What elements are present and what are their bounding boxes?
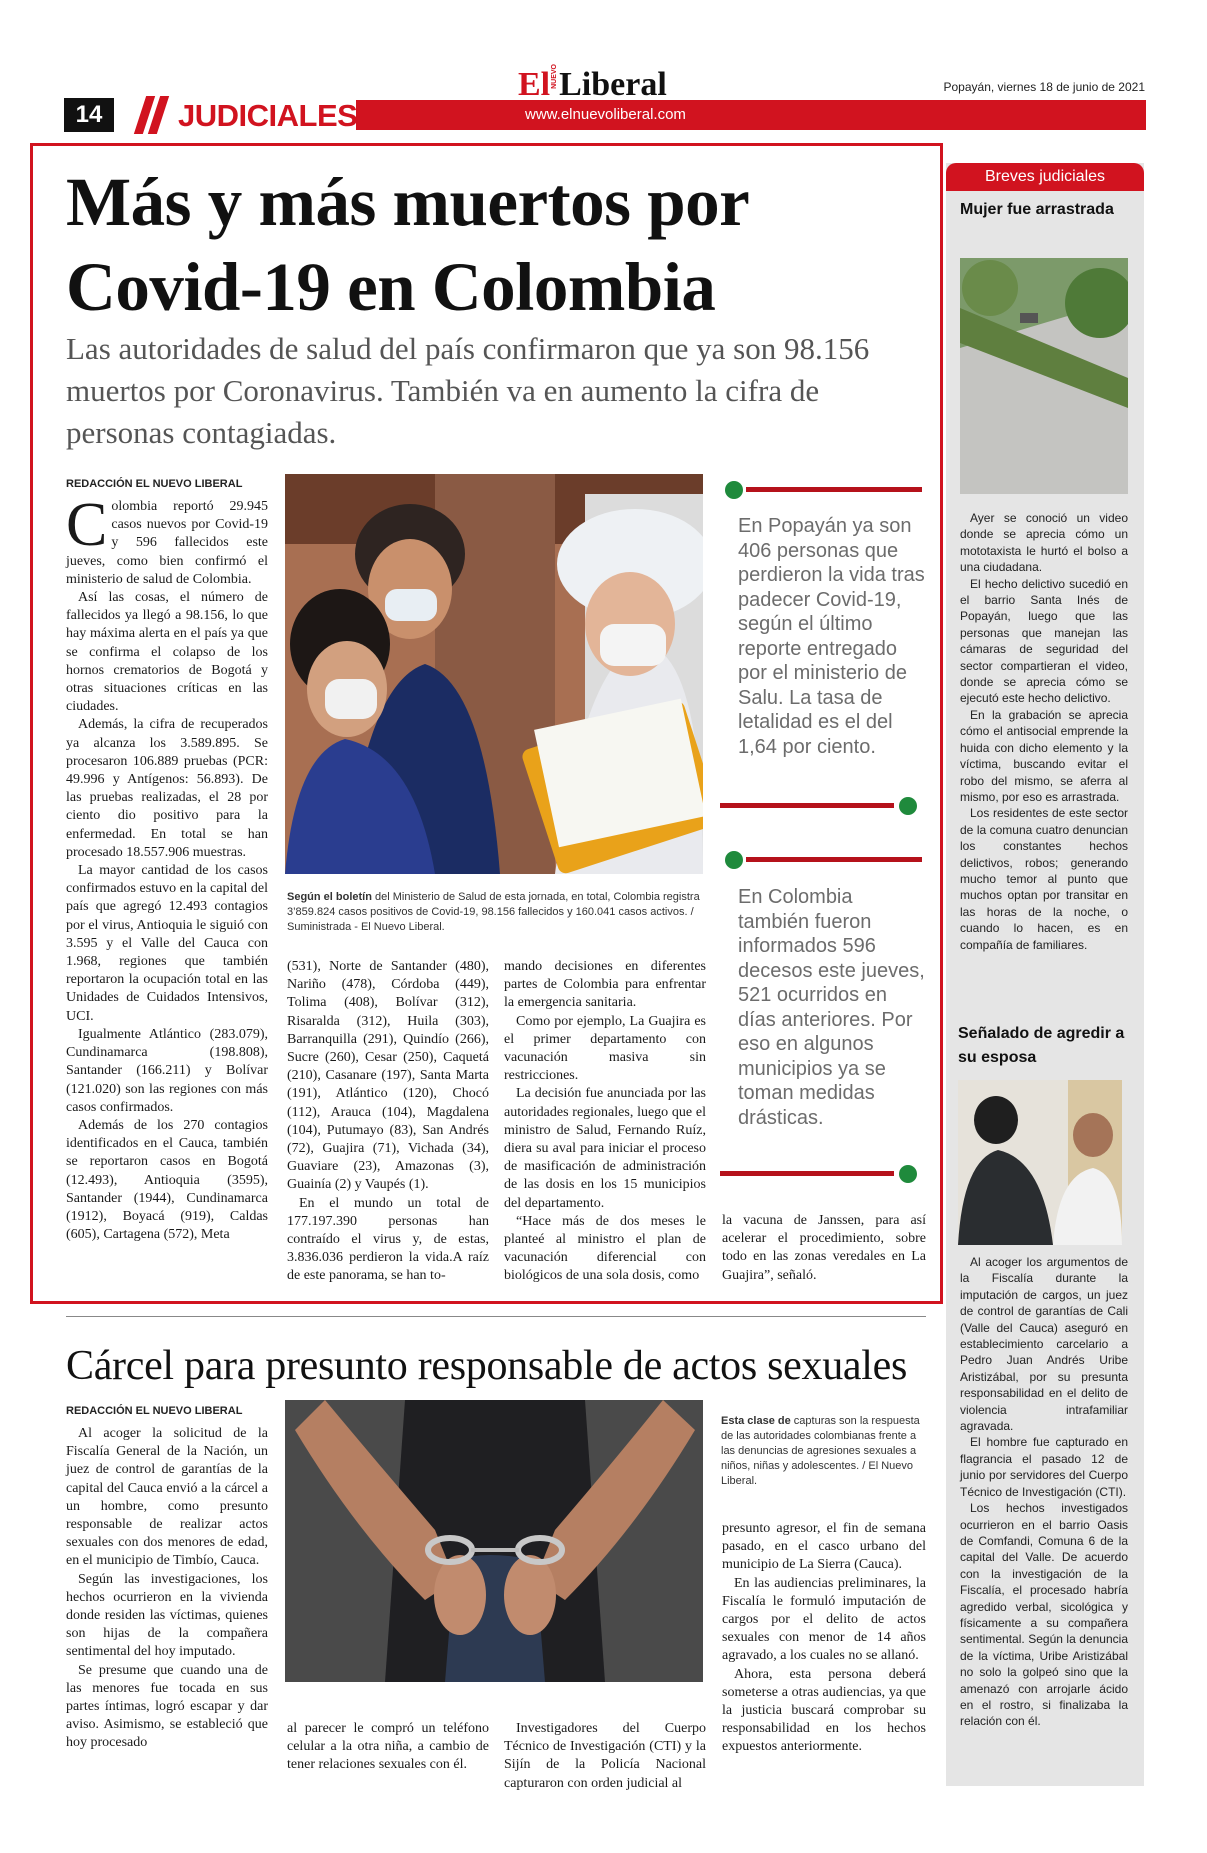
paragraph: Investigadores del Cuerpo Técnico de Investigación (CTI) y la Sijín de la Policía Nacional capturaron con orden judicial al	[504, 1721, 706, 1791]
headline-line: Covid-19 en Colombia	[66, 249, 716, 325]
article-column-2	[287, 958, 489, 1286]
headline-line: Más y más muertos por	[66, 164, 750, 240]
paragraph: presunto agresor, el fin de semana pasado, en el casco urbano del municipio de La Sierra (Cauca).	[722, 1521, 926, 1573]
paragraph: Al acoger la solicitud de la Fiscalía General de la Nación, un juez de control de garantías de la capital del Cauca envió a la cárcel a un hombre, como presunto responsable de realizar actos sexuales con dos menores de edad, en el municipio de Timbío, Cauca.	[66, 1426, 268, 1569]
drop-cap: C	[66, 491, 108, 559]
paragraph: Ahora, esta persona deberá someterse a otras audiencias, ya que la justicia buscará comprobar su responsabilidad en los hechos expuestos anteriormente.	[722, 1666, 926, 1755]
detainee-photo	[958, 1080, 1122, 1245]
article-column-3	[504, 958, 706, 1286]
paragraph: la vacuna de Janssen, para así acelerar el procedimiento, sobre todo en las zonas veredales en La Guajira”, señaló.	[722, 1213, 926, 1283]
paragraph: El hecho delictivo sucedió en el barrio Santa Inés de Popayán, luego que las personas que manejan las cámaras de seguridad del sector compartieran el video, donde se aprecia cómo se ejecutó este hecho delictivo.	[960, 576, 1128, 706]
paragraph: En la grabación se aprecia cómo el antisocial emprende la huida con dicho elemento y la víctima, buscando evitar el robo del mismo, se aferra al mismo, por eso es arrastrada.	[960, 707, 1128, 804]
article2-column-3	[504, 1720, 706, 1793]
article-separator	[66, 1316, 926, 1317]
quote-rule	[746, 487, 922, 492]
section-name: JUDICIALES	[178, 98, 358, 133]
photo-illustration	[285, 474, 703, 874]
quote-dot	[899, 797, 917, 815]
photo-caption: Según el boletín del Ministerio de Salud de esta jornada, en total, Colombia registra 3’859.824 casos positivos de Covid-19, 98.156 fallecidos y 160.041 casos activos. / Suministrada - El Nuevo Liberal.	[287, 891, 700, 933]
paragraph: Colombia reportó 29.945 casos nuevos por Covid-19 y 596 fallecidos este jueves, como bien confirmó el ministerio de salud de Colombia.	[66, 491, 268, 587]
paragraph: En las audiencias preliminares, la Fiscalía le formuló imputación de cargos por el delito de actos sexuales con menor de 14 años agravado, a los cuales no se allanó.	[722, 1575, 926, 1664]
paragraph: al parecer le compró un teléfono celular a la otra niña, a cambio de tener relaciones sexuales con él.	[287, 1721, 489, 1773]
quote-rule	[720, 803, 894, 808]
sidebar-tab: Breves judiciales	[946, 163, 1144, 191]
paragraph: Los hechos investigados ocurrieron en el barrio Oasis de Comfandi, Comuna 6 de la capital del Valle. De acuerdo con la investigación de la Fiscalía, el procesado habría agredido verbal, sicológica y físicamente a su compañera sentimental. Según la denuncia de la víctima, Uribe Aristizábal no solo la golpeó sino que la amenazó con arrojarle ácido en el rostro, si finalizaba la relación con él.	[960, 1501, 1128, 1729]
handcuffs-photo	[285, 1400, 703, 1682]
paragraph: Así las cosas, el número de fallecidos ya llegó a 98.156, lo que hay máxima alerta en el país ya que se confirma el colapso de los hornos crematorios de Bogotá y otras situaciones críticas en las ciudades.	[66, 590, 268, 715]
logo-el: El	[518, 65, 551, 103]
quote-dot	[899, 1165, 917, 1183]
brief-1-text	[960, 510, 1128, 953]
brief-2-title: Señalado de agredir a su esposa	[958, 1025, 1125, 1066]
paragraph: “Hace más de dos meses le planteé al ministro el plan de vacunación diferencial con biológicos de una sola dosis, como	[504, 1213, 706, 1284]
article-dek: Las autoridades de salud del país confirmaron que ya son 98.156 muertos por Coronavirus. También va en aumento la cifra de personas contagiadas.	[66, 331, 870, 450]
paragraph: La decisión fue anunciada por las autoridades regionales, luego que el ministro de Salud, Fernando Ruíz, diera su aval para iniciar el proceso de masificación de administración de las dosis en los 15 municipios del departamento.	[504, 1086, 706, 1211]
article2-column-2	[287, 1720, 489, 1775]
paragraph: Igualmente Atlántico (283.079), Cundinamarca (198.808), Santander (166.211) y Bolívar (121.020) son las regiones con más casos confirmados.	[66, 1026, 268, 1115]
paragraph: Los residentes de este sector de la comuna cuatro denuncian los constantes hechos delictivos, robos; generando mucho temor al punto que muchos optan por transitar en las horas de la noche, o cuando lo hacen, es en compañía de familiares.	[960, 806, 1128, 952]
paragraph: Ayer se conoció un video donde se aprecia cómo un mototaxista le hurtó el bolso a una ciudadana.	[960, 511, 1128, 575]
photo-illustration	[960, 258, 1128, 494]
health-workers-photo	[285, 474, 703, 874]
photo-caption: Esta clase de capturas son la respuesta de las autoridades colombianas frente a las denuncias de agresiones sexuales a niños, niñas y adolescentes. / El Nuevo Liberal.	[721, 1415, 920, 1487]
pull-quote-2: En Colombia también fueron informados 596 decesos este jueves, 521 ocurridos en días anteriores. Por eso en algunos municipios ya se toman medidas drásticas.	[738, 886, 925, 1129]
brief-1-title: Mujer fue arrastrada	[960, 201, 1114, 218]
street-cctv-photo	[960, 258, 1128, 494]
paragraph: Al acoger los argumentos de la Fiscalía durante la imputación de cargos, un juez de control de garantías de Cali (Valle del Cauca) aseguró en establecimiento carcelario a Pedro Juan Andrés Uribe Aristizábal, por su presunta responsabilidad en el delito de violencia intrafamiliar agravada.	[960, 1255, 1128, 1434]
second-headline: Cárcel para presunto responsable de actos sexuales	[66, 1343, 907, 1389]
article-column-1	[66, 491, 268, 1244]
quote-rule	[720, 1171, 894, 1176]
paragraph: mando decisiones en diferentes partes de Colombia para enfrentar la emergencia sanitaria.	[504, 959, 706, 1011]
paragraph: Se presume que cuando una de las menores fue tocada en sus partes íntimas, logró escapar y dar aviso. Asimismo, se estableció que hoy procesado	[66, 1662, 268, 1751]
quote-dot	[725, 851, 743, 869]
logo-liberal: Liberal	[559, 65, 667, 103]
article-column-4	[722, 1212, 926, 1285]
article2-column-1	[66, 1425, 268, 1753]
article2-column-4	[722, 1520, 926, 1757]
brief-2-text	[960, 1254, 1128, 1730]
byline: REDACCIÓN EL NUEVO LIBERAL	[66, 478, 243, 490]
byline: REDACCIÓN EL NUEVO LIBERAL	[66, 1405, 243, 1417]
paragraph: En el mundo un total de 177.197.390 personas han contraído el virus y, de estas, 3.836.036 perdieron la vida.A raíz de este panorama, se han to-	[287, 1195, 489, 1284]
quote-rule	[746, 857, 922, 862]
photo-illustration	[958, 1080, 1122, 1245]
page-number: 14	[64, 98, 114, 132]
paragraph: El hombre fue capturado en flagrancia el pasado 12 de junio por servidores del Cuerpo Técnico de Investigación (CTI).	[960, 1435, 1128, 1499]
quote-dot	[725, 481, 743, 499]
site-url[interactable]: www.elnuevoliberal.com	[525, 106, 686, 123]
logo-nuevo: NUEVO	[551, 64, 559, 89]
paragraph: Además, la cifra de recuperados ya alcanza los 3.589.895. Se procesaron 106.889 pruebas (PCR: 49.996 y Antígenos: 56.893). De las pruebas realizadas, el 28 por ciento dio positivo para la enfermedad. En total se han procesado 18.557.906 muestras.	[66, 717, 268, 860]
paragraph: (531), Norte de Santander (480), Nariño (478), Córdoba (449), Tolima (408), Bolívar (312), Risaralda (312), Huila (303), Barranquilla (291), Quindío (266), Sucre (260), Cesar (250), Caquetá (210), Casanare (197), Santa Marta (191), Atlántico (120), Chocó (112), Arauca (104), Magdalena (104), Putumayo (83), San Andrés (72), Guajira (71), Vichada (34), Guaviare (23), Amazonas (3), Guainía (2) y Vaupés (1).	[287, 959, 489, 1193]
paragraph: Según las investigaciones, los hechos ocurrieron en la vivienda donde residen las víctimas, quienes son hijas de la compañera sentimental del hoy imputado.	[66, 1571, 268, 1660]
main-headline	[66, 160, 886, 330]
dateline: Popayán, viernes 18 de junio de 2021	[943, 80, 1145, 94]
paragraph: Como por ejemplo, La Guajira es el primer departamento con vacunación masiva sin restricciones.	[504, 1013, 706, 1084]
paragraph: La mayor cantidad de los casos confirmados estuvo en la capital del país que agregó 12.493 contagios por el virus, Antioquia le siguió con 3.595 y el Valle del Cauca con 1.968, regiones que también reportaron la ocupación total en las Unidades de Cuidados Intensivos, UCI.	[66, 863, 268, 1024]
photo-illustration	[285, 1400, 703, 1682]
pull-quote-1: En Popayán ya son 406 personas que perdieron la vida tras padecer Covid-19, según el último reporte entregado por el ministerio de Salu. La tasa de letalidad es el del 1,64 por ciento.	[738, 515, 925, 758]
paragraph: Además de los 270 contagios identificados en el Cauca, también se reportaron casos en Bogotá (12.493), Antioquia (3595), Santander (1944), Cundinamarca (1912), Boyacá (919), Caldas (605), Cartagena (572), Meta	[66, 1117, 268, 1243]
masthead-logo	[518, 64, 667, 103]
